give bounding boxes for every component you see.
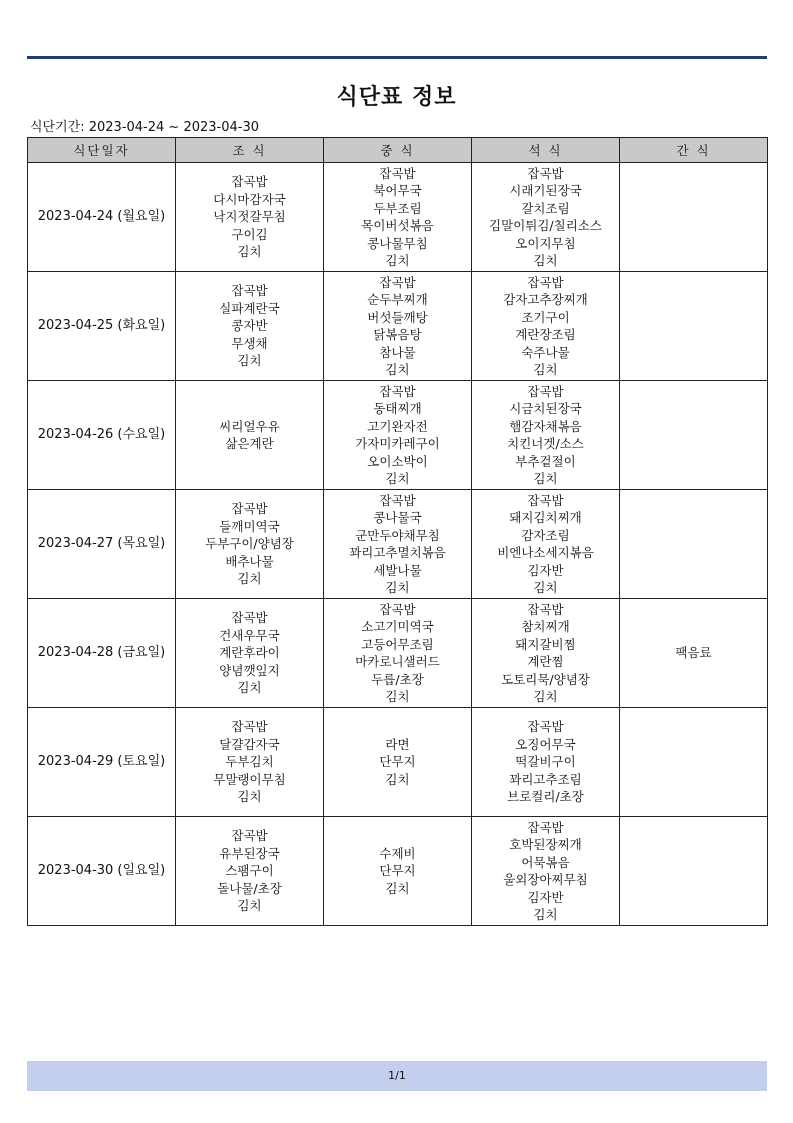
- menu-item: 김치: [385, 471, 410, 486]
- menu-item: 목이버섯볶음: [361, 218, 434, 233]
- meal-date: 2023-04-29 (토요일): [28, 708, 176, 817]
- snack-cell: [620, 817, 768, 926]
- menu-item: 김치: [385, 362, 410, 377]
- meal-period: 식단기간: 2023-04-24 ~ 2023-04-30: [30, 120, 260, 135]
- menu-item: 순두부찌개: [367, 292, 428, 307]
- table-row: [28, 381, 768, 490]
- menu-item: 잡곡밥: [379, 492, 416, 508]
- breakfast-cell: [176, 599, 324, 708]
- menu-item: 삶은계란: [225, 436, 274, 451]
- menu-item: 김치: [237, 680, 262, 696]
- menu-item: 김치: [385, 689, 410, 704]
- table-row: [28, 490, 768, 599]
- snack-cell: [620, 381, 768, 490]
- page-number: 1/1: [388, 1069, 406, 1082]
- menu-item: 비엔나소세지볶음: [497, 545, 594, 560]
- menu-item: 잡곡밥: [527, 165, 564, 181]
- menu-item: 갈치조림: [521, 200, 570, 216]
- menu-item: 김치: [385, 580, 410, 595]
- menu-item: 계란장조림: [515, 327, 576, 342]
- menu-item: 꽈리고추조림: [509, 771, 582, 787]
- menu-item: 달걀감자국: [219, 736, 280, 752]
- menu-item: 조기구이: [521, 309, 570, 325]
- breakfast-cell: [176, 490, 324, 599]
- menu-item: 오징어무국: [515, 736, 576, 752]
- lunch-cell: [324, 490, 472, 599]
- menu-item: 김자반: [527, 889, 564, 905]
- menu-item: 브로컬리/초장: [507, 789, 584, 805]
- meal-date: 2023-04-30 (일요일): [28, 817, 176, 926]
- page-footer: [27, 1061, 767, 1091]
- menu-item: 햄감자채볶음: [509, 418, 582, 434]
- menu-item: 스팸구이: [225, 863, 274, 879]
- lunch-cell: [324, 817, 472, 926]
- menu-item: 고기완자전: [367, 418, 428, 434]
- table-header-row: [28, 138, 768, 163]
- menu-item: 김치: [385, 880, 410, 896]
- header-lunch: 중 식: [324, 138, 472, 163]
- top-rule: [27, 56, 767, 59]
- menu-item: 호박된장찌개: [509, 837, 582, 852]
- menu-item: 씨리얼우유: [219, 418, 280, 434]
- menu-item: 잡곡밥: [231, 501, 268, 517]
- meal-date: 2023-04-27 (목요일): [28, 490, 176, 599]
- menu-item: 마카로니샐러드: [355, 654, 440, 669]
- menu-item: 김치: [237, 898, 262, 914]
- table-row: [28, 599, 768, 708]
- meal-table: [27, 137, 768, 926]
- menu-item: 소고기미역국: [361, 619, 434, 634]
- menu-item: 다시마감자국: [213, 191, 286, 207]
- menu-item: 두부구이/양념장: [205, 536, 294, 552]
- menu-item: 잡곡밥: [379, 165, 416, 181]
- dinner-cell: [472, 272, 620, 381]
- dinner-cell: [472, 599, 620, 708]
- menu-item: 팩음료: [675, 645, 712, 661]
- menu-item: 실파계란국: [219, 300, 280, 316]
- menu-item: 잡곡밥: [527, 274, 564, 290]
- menu-item: 건새우무국: [219, 627, 280, 643]
- menu-item: 콩자반: [231, 318, 268, 334]
- menu-item: 두부조림: [373, 200, 422, 216]
- snack-cell: [620, 490, 768, 599]
- header-date: 식단일자: [28, 138, 176, 163]
- menu-item: 동태찌개: [373, 401, 422, 416]
- dinner-cell: [472, 381, 620, 490]
- menu-item: 들깨미역국: [219, 518, 280, 534]
- menu-item: 잡곡밥: [231, 174, 268, 190]
- menu-item: 시래기된장국: [509, 183, 582, 198]
- menu-item: 김말이튀김/칠리소스: [489, 218, 602, 233]
- menu-item: 돼지갈비찜: [515, 636, 576, 652]
- breakfast-cell: [176, 817, 324, 926]
- menu-item: 라면: [385, 736, 410, 752]
- menu-item: 부추겉절이: [515, 453, 576, 469]
- menu-item: 김치: [533, 471, 558, 486]
- menu-item: 무생채: [231, 335, 268, 351]
- snack-cell: [620, 163, 768, 272]
- menu-item: 잡곡밥: [231, 283, 268, 299]
- page-title: 식단표 정보: [336, 85, 457, 110]
- menu-item: 도토리묵/양념장: [501, 671, 590, 687]
- menu-item: 무말랭이무침: [213, 771, 286, 787]
- table-row: [28, 272, 768, 381]
- menu-item: 울외장아찌무침: [503, 872, 588, 887]
- lunch-cell: [324, 163, 472, 272]
- menu-item: 꽈리고추멸치볶음: [349, 545, 446, 560]
- menu-item: 콩나물무침: [367, 235, 428, 251]
- menu-item: 단무지: [379, 754, 416, 770]
- dinner-cell: [472, 817, 620, 926]
- menu-item: 김치: [237, 789, 262, 805]
- menu-item: 두부김치: [225, 754, 274, 770]
- menu-item: 양념깻잎지: [219, 662, 280, 678]
- menu-item: 김치: [385, 771, 410, 787]
- menu-item: 김치: [533, 580, 558, 595]
- table-body: [28, 163, 768, 926]
- menu-item: 김치: [385, 253, 410, 268]
- menu-item: 잡곡밥: [231, 828, 268, 844]
- menu-item: 참치찌개: [521, 619, 570, 634]
- menu-item: 닭볶음탕: [373, 327, 422, 342]
- menu-item: 잡곡밥: [379, 601, 416, 617]
- menu-item: 잡곡밥: [527, 383, 564, 399]
- menu-item: 두릅/초장: [371, 671, 424, 687]
- menu-item: 치킨너겟/소스: [507, 436, 584, 451]
- menu-item: 숙주나물: [521, 344, 570, 360]
- snack-cell: [620, 272, 768, 381]
- menu-item: 시금치된장국: [509, 401, 582, 416]
- menu-item: 떡갈비구이: [515, 754, 576, 770]
- menu-item: 잡곡밥: [527, 601, 564, 617]
- dinner-cell: [472, 163, 620, 272]
- meal-date: 2023-04-25 (화요일): [28, 272, 176, 381]
- header-breakfast: 조 식: [176, 138, 324, 163]
- menu-item: 고등어무조림: [361, 636, 434, 652]
- menu-item: 군만두야채무침: [355, 527, 440, 543]
- menu-item: 김치: [237, 244, 262, 260]
- lunch-cell: [324, 599, 472, 708]
- menu-item: 잡곡밥: [527, 819, 564, 835]
- header-dinner: 석 식: [472, 138, 620, 163]
- lunch-cell: [324, 381, 472, 490]
- menu-item: 김치: [533, 362, 558, 377]
- lunch-cell: [324, 272, 472, 381]
- menu-item: 감자조림: [521, 527, 570, 543]
- meal-date: 2023-04-24 (월요일): [28, 163, 176, 272]
- menu-item: 잡곡밥: [527, 719, 564, 735]
- menu-item: 잡곡밥: [231, 610, 268, 626]
- lunch-cell: [324, 708, 472, 817]
- snack-cell: [620, 599, 768, 708]
- menu-item: 돼지김치찌개: [509, 510, 582, 525]
- menu-item: 오이지무침: [515, 235, 576, 251]
- menu-item: 어묵볶음: [521, 854, 570, 870]
- menu-item: 구이김: [231, 226, 268, 242]
- menu-item: 세발나물: [373, 562, 422, 578]
- snack-cell: [620, 708, 768, 817]
- menu-item: 계란찜: [527, 654, 564, 669]
- dinner-cell: [472, 708, 620, 817]
- menu-item: 오이소박이: [367, 453, 428, 469]
- menu-item: 잡곡밥: [379, 274, 416, 290]
- menu-item: 콩나물국: [373, 510, 422, 525]
- menu-item: 북어무국: [373, 183, 422, 198]
- menu-item: 잡곡밥: [527, 492, 564, 508]
- menu-item: 김자반: [527, 562, 564, 578]
- menu-item: 가자미카레구이: [355, 436, 440, 451]
- breakfast-cell: [176, 272, 324, 381]
- table-row: [28, 708, 768, 817]
- table-row: [28, 817, 768, 926]
- menu-item: 계란후라이: [219, 645, 280, 661]
- menu-item: 잡곡밥: [231, 719, 268, 735]
- menu-item: 김치: [237, 353, 262, 369]
- breakfast-cell: [176, 163, 324, 272]
- meal-date: 2023-04-26 (수요일): [28, 381, 176, 490]
- breakfast-cell: [176, 381, 324, 490]
- menu-item: 김치: [533, 253, 558, 268]
- dinner-cell: [472, 490, 620, 599]
- menu-item: 감자고추장찌개: [503, 292, 588, 307]
- menu-item: 김치: [533, 689, 558, 704]
- menu-item: 유부된장국: [219, 845, 280, 861]
- menu-item: 배추나물: [225, 553, 274, 569]
- menu-item: 수제비: [379, 845, 416, 861]
- header-snack: 간 식: [620, 138, 768, 163]
- menu-item: 돌나물/초장: [217, 880, 282, 896]
- menu-item: 버섯들깨탕: [367, 309, 428, 325]
- menu-item: 잡곡밥: [379, 383, 416, 399]
- meal-date: 2023-04-28 (금요일): [28, 599, 176, 708]
- menu-item: 김치: [237, 571, 262, 587]
- menu-item: 참나물: [379, 344, 416, 360]
- table-row: [28, 163, 768, 272]
- breakfast-cell: [176, 708, 324, 817]
- menu-item: 낙지젓갈무침: [213, 209, 286, 225]
- menu-item: 단무지: [379, 863, 416, 879]
- menu-item: 김치: [533, 907, 558, 922]
